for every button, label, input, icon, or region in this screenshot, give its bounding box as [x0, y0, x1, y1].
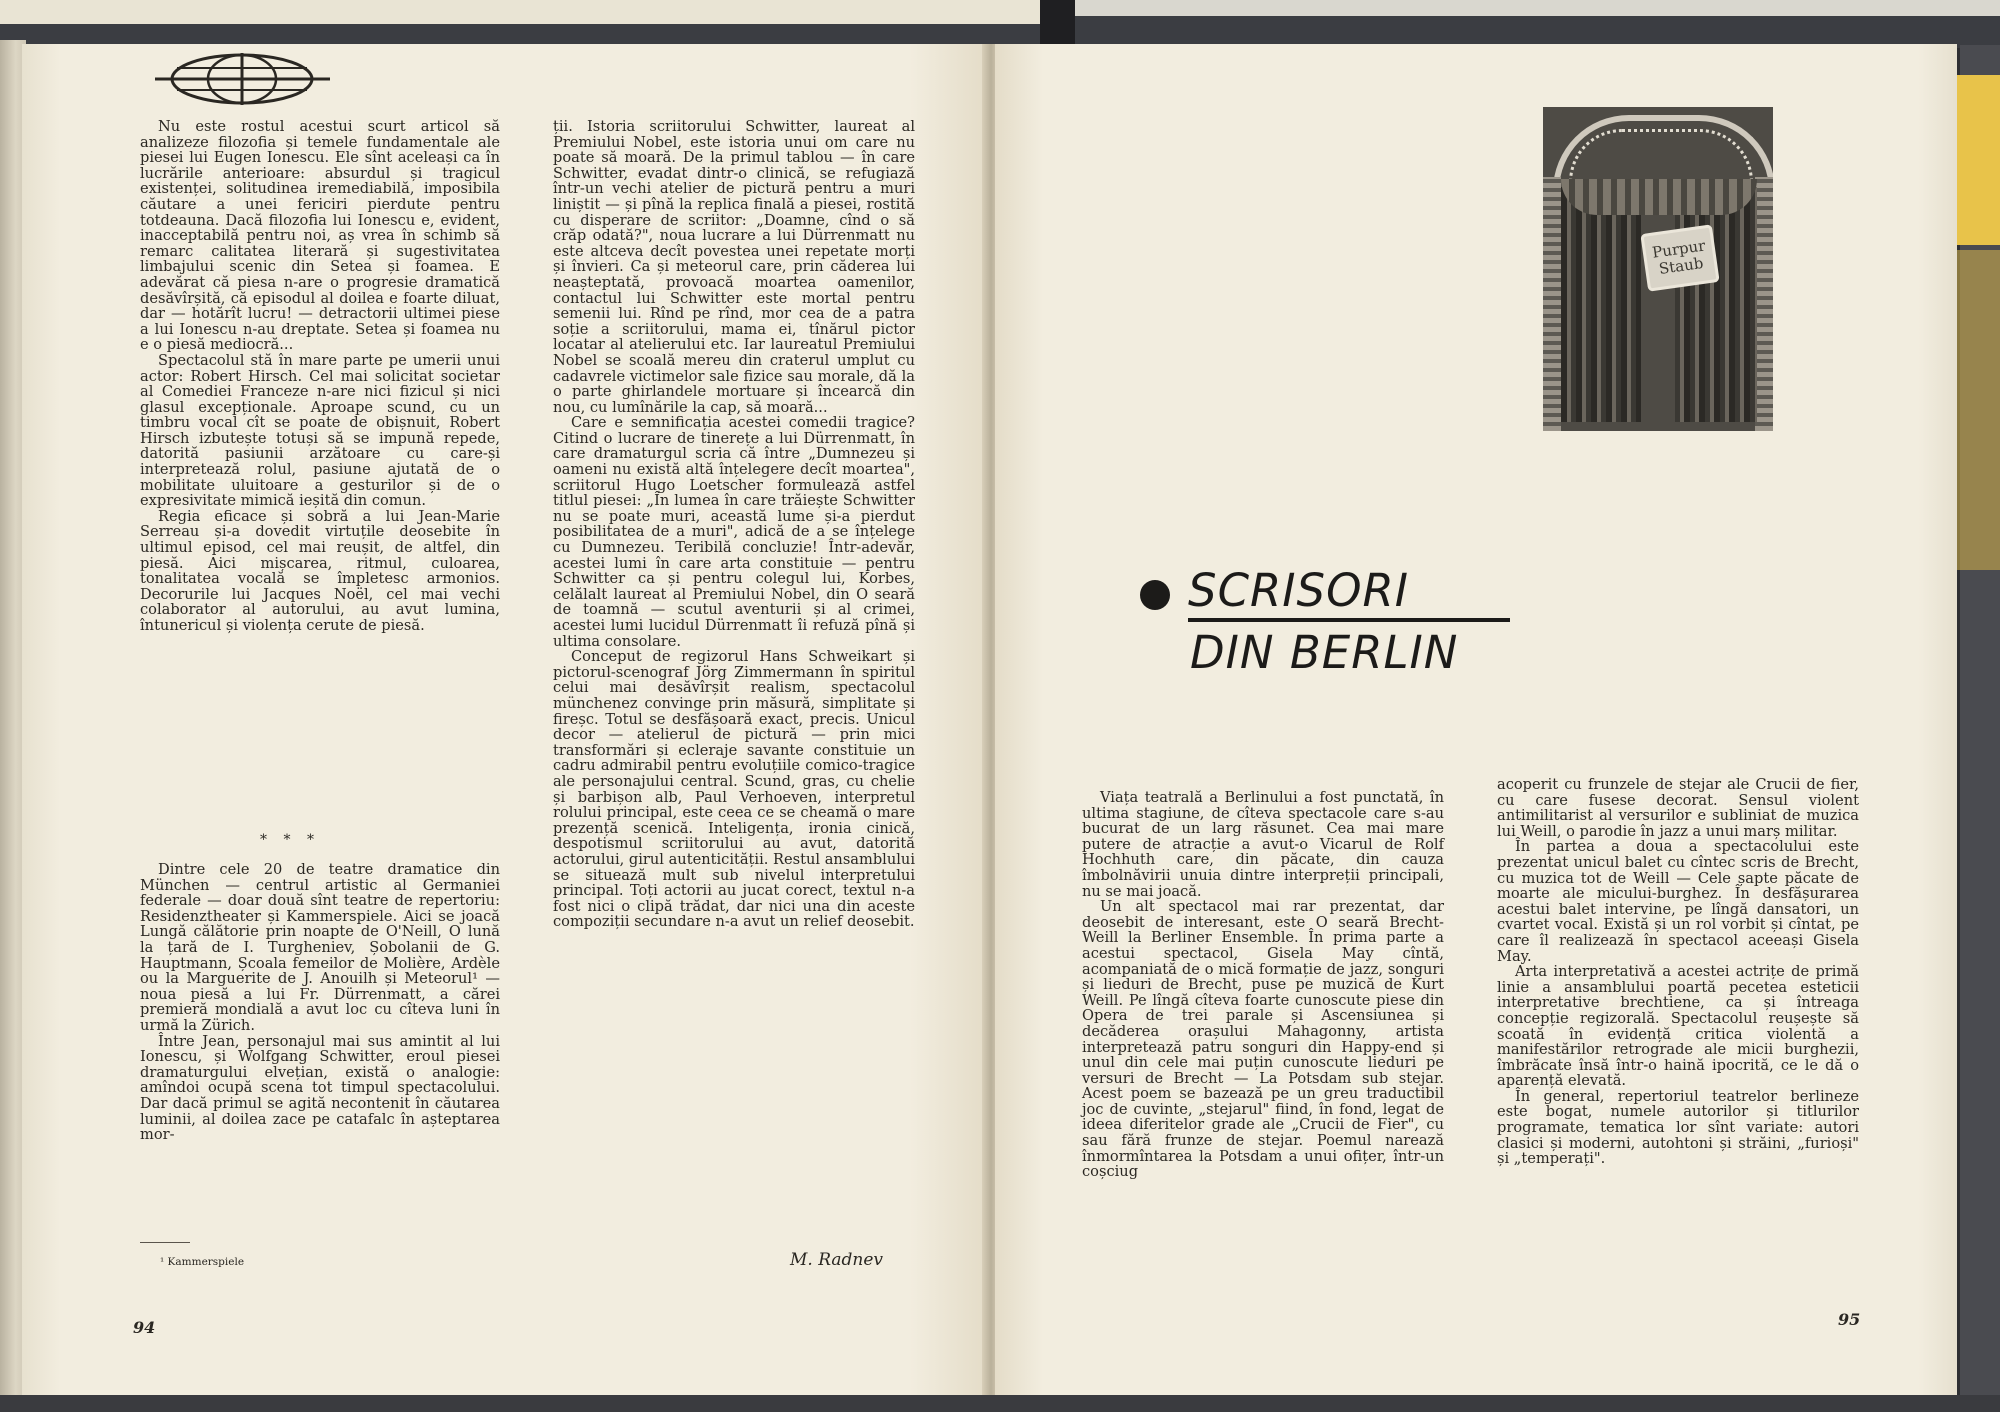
footnote: ¹ Kammerspiele — [160, 1256, 245, 1268]
paragraph: Dintre cele 20 de teatre dramatice din München — centrul artistic al Germaniei federale — doar două sînt teatre de repertoriu: Residenztheater și Kammerspiele. Aici se joacă Lungă călătorie prin noapte de O'Neill, O lună la țară de I. Turgheniev, Șobolanii de G. Hauptmann, Școala femeilor de Molière, Ardèle ou la Marguerite de J. Anouilh și Meteorul¹ — noua piesă a lui Fr. Dürrenmatt, a cărei premieră mondială a avut loc cu cîteva luni în urmă la Zürich. — [140, 861, 500, 1034]
photo-curtain-left — [1561, 187, 1641, 422]
left-column-2 — [553, 119, 915, 930]
paragraph: Un alt spectacol mai rar prezentat, dar deosebit de interesant, este O seară Brecht-Weill la Berliner Ensemble. În prima parte a acestui spectacol, Gisela May cîntă, acompaniată de o mică formație de jazz, songuri și lieduri de Brecht, puse pe muzică de Kurt Weill. Pe lîngă cîteva foarte cunoscute piese din Opera de trei parale și Ascensiunea și decăderea orașului Mahagonny, artista interpretează patru songuri din Happy-end și unul din cele mai puțin cunoscute lieduri pe versuri de Brecht — La Potsdam sub stejar. Acest poem se bazează pe un greu traductibil joc de cuvinte, „stejarul" fiind, în fond, legat de ideea diferitelor grade ale „Crucii de Fier", cu sau fără frunze de stejar. Poemul narează înmormîntarea la Potsdam a unui ofițer, într-un coșciug — [1082, 898, 1444, 1181]
paragraph: Între Jean, personajul mai sus amintit al lui Ionescu, și Wolfgang Schwitter, eroul piesei dramaturgului elvețian, există o analogie: amîndoi ocupă scena tot timpul spectacolului. Dar dacă primul se agită necontenit în căutarea luminii, al doilea zace pe catafalc în așteptarea mor- — [140, 1032, 500, 1144]
page-stack-top-right — [1075, 0, 2000, 16]
footnote-rule — [140, 1242, 190, 1243]
paragraph: Nu este rostul acestui scurt articol să analizeze filozofia și temele fundamentale ale piesei lui Eugen Ionescu. Ele sînt aceleași ca în lucrările anterioare: absurdul și tragicul existenței, solitudinea iremediabilă, imposibila căutare a unei fericiri pierdute pentru totdeauna. Dacă filozofia lui Ionescu e, evident, inacceptabilă pentru noi, aș vrea în schimb să remarc calitatea literară și sugestivitatea limbajului scenic din Setea și foamea. E adevărat că piesa n-are o progresie dramatică desăvîrșită, că episodul al doilea e foarte diluat, dar — hotărît lucru! — detractorii ultimei piese a lui Ionescu n-au dreptate. Setea și foamea nu e o piesă mediocră... — [140, 118, 500, 354]
photo-drape — [1561, 179, 1757, 215]
paragraph: ții. Istoria scriitorului Schwitter, laureat al Premiului Nobel, este istoria unui om care nu poate să moară. De la primul tablou — în care Schwitter, evadat dintr-o clinică, se refugiază într-un vechi atelier de pictură pentru a muri liniștit — și pînă la replica finală a piesei, rostită cu disperare de scriitor: „Doamne, cînd o să crăp odată?", noua lucrare a lui Dürrenmatt nu este altceva decît povestea unei repetate morți și învieri. Ca și meteorul care, prin căderea lui neașteptată, provoacă moartea oamenilor, contactul lui Schwitter este mortal pentru semenii lui. Rînd pe rînd, mor cea de a patra soție a scriitorului, mama ei, tînărul pictor locatar al atelierului etc. Iar laureatul Premiului Nobel se scoală mereu din craterul umplut cu cadavrele victimelor sale fizice sau morale, dă la o parte ghirlandele mortuare și încearcă din nou, cu lumînările la cap, să moară... — [553, 118, 915, 416]
author-signature: M. Radnev — [790, 1250, 884, 1270]
right-column-1 — [1082, 790, 1444, 1180]
photo-pillar-left — [1543, 177, 1561, 431]
section-separator: * * * — [260, 832, 320, 848]
cover-top — [0, 0, 2000, 48]
paragraph: acoperit cu frunzele de stejar ale Crucii de fier, cu care fusese decorat. Sensul violent antimilitarist al versurilor e subliniat de muzica lui Weill, o parodie în jazz a unui marș militar. — [1497, 776, 1859, 840]
paragraph: Regia eficace și sobră a lui Jean-Marie Serreau și-a dovedit virtuțile deosebite în ultimul episod, cel mai reușit, de altfel, din piesă. Aici mișcarea, ritmul, culoarea, tonalitatea vocală se împletesc armonios. Decorurile lui Jacques Noël, cel mai vechi colaborator al autorului, au avut lumina, întunericul și violența cerute de piesă. — [140, 507, 500, 634]
paragraph: În partea a doua a spectacolului este prezentat unicul balet cu cîntec scris de Brecht, cu muzica tot de Weill — Cele șapte păcate de moarte ale micului-burghez. În desfășurarea acestui balet intervine, pe lîngă dansatori, un cvartet vocal. Există și un rol vorbit și cîntat, pe care îl realizează în spectacol aceeași Gisela May. — [1497, 838, 1859, 965]
heading-rule — [1188, 618, 1510, 622]
paragraph: Spectacolul stă în mare parte pe umerii unui actor: Robert Hirsch. Cel mai solicitat societar al Comediei Franceze n-are nici fizicul și nici glasul excepționale. Aproape scund, cu un timbru vocal cît se poate de obișnuit, Robert Hirsch izbutește totuși să se impună repede, datorită pasiunii arzătoare cu care-și interpretează rolul, pasiune ajutată de o mobilitate uluitoare a gesturilor și de o expresivitate mimică ieșită din comun. — [140, 351, 500, 510]
spine-gap — [1040, 0, 1075, 48]
page-number-left: 94 — [133, 1318, 156, 1337]
globe-logo-icon — [155, 52, 330, 106]
paragraph: Viața teatrală a Berlinului a fost punctată, în ultima stagiune, de cîteva spectacole care s-au bucurat de un larg răsunet. Cea mai mare putere de atracție a avut-o Vicarul de Rolf Hochhuth care, din păcate, din cauza îmbolnăvirii unuia dintre interpreții principali, nu se mai joacă. — [1082, 789, 1444, 900]
page-number-right: 95 — [1838, 1310, 1861, 1329]
photo-arch-detail — [1569, 129, 1753, 182]
cover-bottom — [0, 1395, 2000, 1412]
photo-pillar-right — [1755, 177, 1773, 431]
paragraph: Arta interpretativă a acestei actrițe de primă linie a ansamblului poartă pecetea esteticii interpretative brechtiene, ca și întreaga concepție regizorală. Spectacolul reușește să scoată în evidență critica violentă a manifestărilor retrograde ale micii burghezii, îmbrăcate însă într-o haină ipocrită, ce le dă o aparență elevată. — [1497, 963, 1859, 1090]
right-column-2 — [1497, 777, 1859, 1167]
left-column-1-continued — [140, 862, 500, 1143]
photo-sign: Purpur Staub — [1640, 224, 1719, 291]
paragraph: În general, repertoriul teatrelor berlineze este bogat, numele autorilor și titlurilor programate, tematica lor sînt variate: autori clasici și moderni, autohtoni și străini, „furioși" și „temperați". — [1497, 1087, 1859, 1168]
bullet-dot-icon — [1140, 580, 1170, 610]
paragraph: Conceput de regizorul Hans Schweikart și pictorul-scenograf Jörg Zimmermann în spiritul celui mai desăvîrșit realism, spectacolul münchenez convinge prin măsură, simplitate și fireșc. Totul se desfășoară exact, precis. Unicul decor — atelierul de pictură — prin mici transformări și ecleraje savante constituie un cadru admirabil pentru evoluțiile comico-tragice ale personajului central. Scund, gras, cu chelie și barbișon alb, Paul Verhoeven, interpretul rolului principal, este ceea ce se cheamă o mare prezență scenică. Inteligența, ironia cinică, despotismul scriitorului au avut, datorită actorului, girul autenticității. Restul ansamblului se situează mult sub nivelul interpretului principal. Toți actorii au jucat corect, textul n-a fost nici o clipă trădat, dar nici una din aceste compoziții secundare n-a avut un relief deosebit. — [553, 648, 915, 931]
page-stack-top-left — [0, 0, 1040, 24]
book-cover-right — [1960, 45, 2000, 1397]
paragraph: Care e semnificația acestei comedii tragice? Citind o lucrare de tinerețe a lui Dürrenmatt, în care dramaturgul scria că între „Dumnezeu și oameni nu există altă înțelegere decît moartea", scriitorul Hugo Loetscher formulează astfel titlul piesei: „În lumea în care trăiește Schwitter nu se poate muri, această lume și-a pierdut posibilitatea de a muri", adică de a se înțelege cu Dumnezeu. Teribilă concluzie! Într-adevăr, acestei lumi în care arta constituie — pentru Schwitter ca și pentru colegul lui, Korbes, celălalt laureat al Premiului Nobel, din O seară de toamnă — scutul aventurii și al crimei, acestei lumi lucidul Dürrenmatt îi refuză pînă și ultima consolare. — [553, 414, 915, 650]
bookmark-tab-shadow — [1950, 250, 2000, 570]
left-column-1 — [140, 119, 500, 634]
photo-curtain-right — [1675, 187, 1757, 422]
right-page — [995, 44, 1957, 1396]
section-heading-line2: DIN BERLIN — [1190, 626, 1459, 679]
section-heading-line1: SCRISORI — [1188, 564, 1410, 617]
theater-photo — [1543, 107, 1773, 431]
